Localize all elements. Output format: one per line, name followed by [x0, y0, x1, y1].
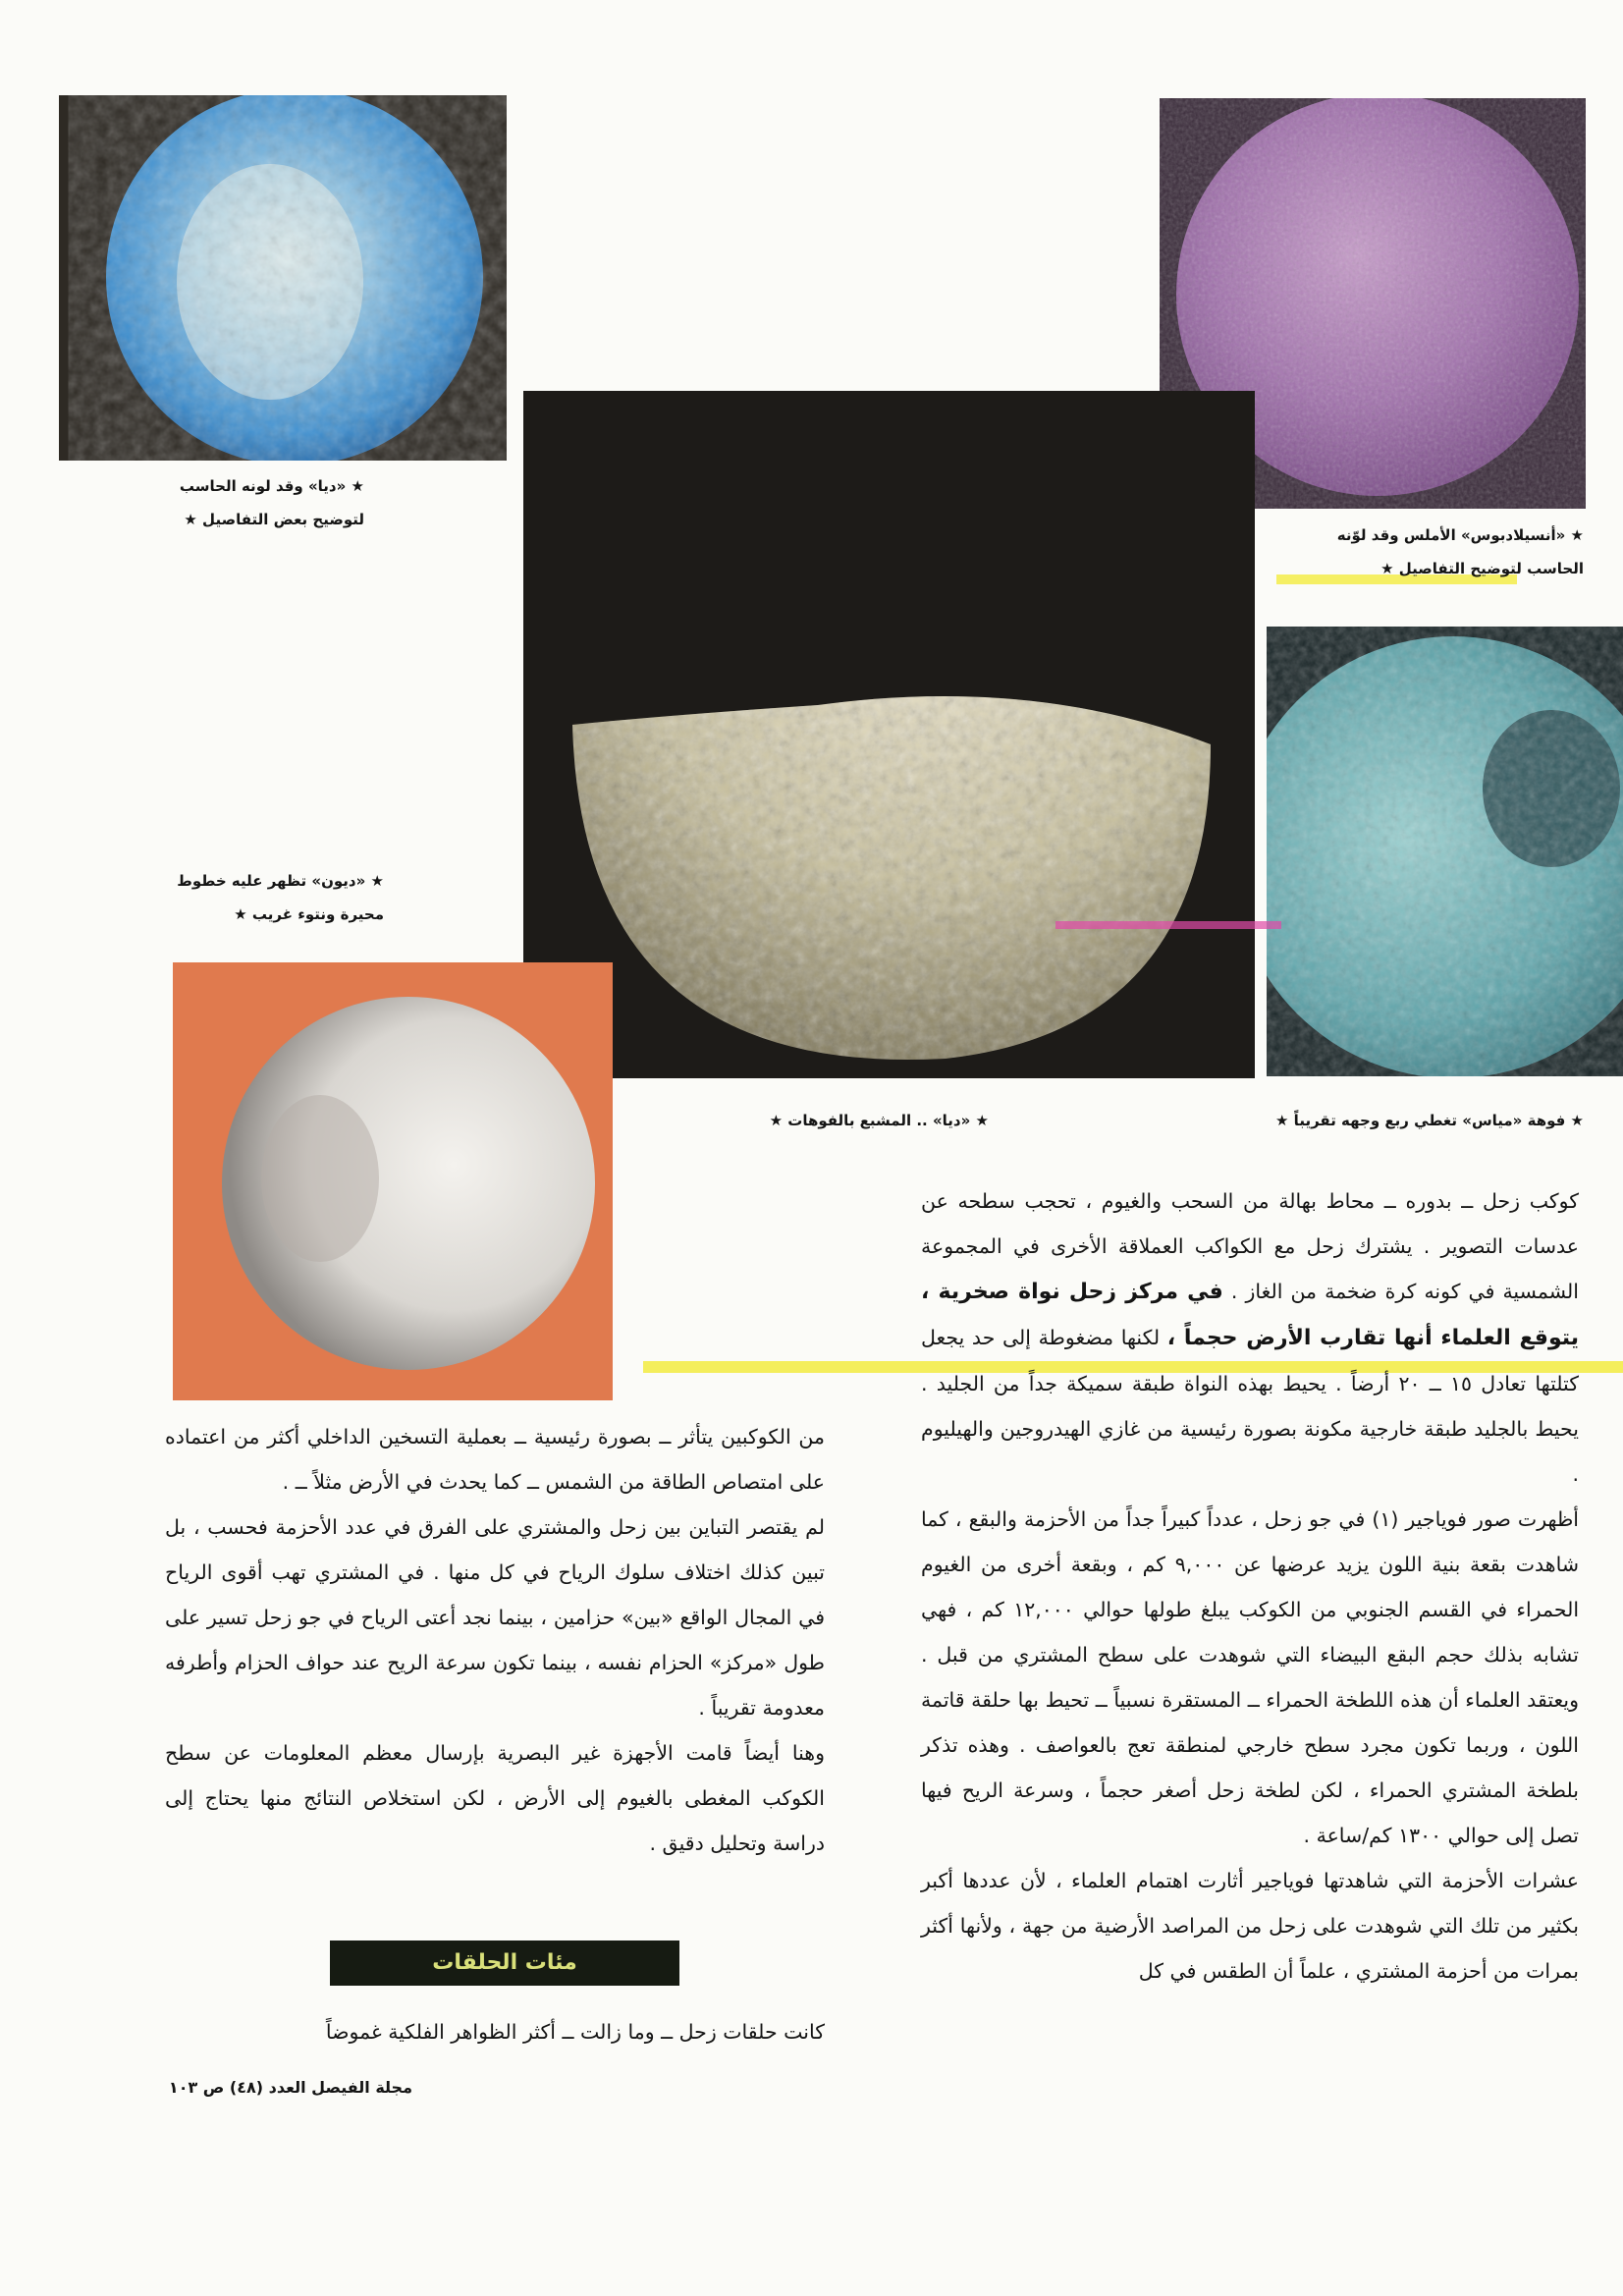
- photo-dione-blue: [59, 95, 507, 461]
- paragraph: عشرات الأحزمة التي شاهدتها فوياجير أثارت اهتمام العلماء ، لأن عددها أكبر بكثير من تلك التي شوهدت على زحل من المراصد الأرضية من جهة ، ولأنها أكثر بمرات من أحزمة المشتري ، علماً أن الطقس في كل: [921, 1869, 1579, 1983]
- caption-dione-blue: [180, 469, 364, 536]
- caption-line: ★ «ديون» تظهر عليه خطوط: [177, 872, 384, 890]
- caption-enceladus: [1337, 519, 1584, 585]
- highlight-text: في مركز زحل نواة صخرية ، يتوقع العلماء أنها تقارب الأرض حجماً ،: [921, 1280, 1579, 1350]
- paragraph-text: كوكب زحل ــ بدوره ــ محاط بهالة من السحب والغيوم ، تحجب سطحه عن عدسات التصوير . يشترك زحل مع الكواكب العملاقة الأخرى في المجموعة الشمسية في كونه كرة ضخمة من الغاز .: [921, 1189, 1579, 1303]
- article-left-column-end: [165, 2009, 825, 2054]
- page-footer: مجلة الفيصل العدد (٤٨) ص ١٠٣: [168, 2078, 412, 2097]
- article-right-column: [921, 1178, 1579, 1994]
- paragraph: كانت حلقات زحل ــ وما زالت ــ أكثر الظواهر الفلكية غموضاً: [325, 2020, 825, 2044]
- photo-tethys: [523, 391, 1255, 1078]
- caption-line: الحاسب لتوضيح التفاصيل ★: [1380, 560, 1584, 577]
- paragraph: من الكوكبين يتأثر ــ بصورة رئيسية ــ بعملية التسخين الداخلي أكثر من اعتماده على امتصاص الطاقة من الشمس ــ كما يحدث في الأرض مثلاً ــ .: [165, 1425, 825, 1494]
- photo-dione-orange: [173, 962, 613, 1400]
- paragraph: وهنا أيضاً قامت الأجهزة غير البصرية بإرسال معظم المعلومات عن سطح الكوكب المغطى بالغيوم إلى الأرض ، لكن استخلاص النتائج منها يحتاج إلى دراسة وتحليل دقيق .: [165, 1741, 825, 1855]
- paragraph-text: لكنها مضغوطة إلى حد يجعل كتلتها تعادل ١٥ ــ ٢٠ أرضاً . يحيط بهذه النواة طبقة سميكة جداً من الجليد . يحيط بالجليد طبقة خارجية مكونة بصورة رئيسية من غازي الهيدروجين والهيليوم .: [921, 1326, 1579, 1486]
- scan-streak: [1055, 921, 1281, 929]
- section-heading: مئات الحلقات: [330, 1941, 679, 1986]
- paragraph: [921, 1178, 1579, 1497]
- caption-mimas: ★ فوهة «مياس» تغطي ربع وجهه تقريباً ★: [1275, 1112, 1584, 1129]
- caption-line: ★ «ديا» وقد لونه الحاسب: [179, 477, 364, 495]
- photo-mimas: [1267, 627, 1623, 1076]
- caption-dione-lines: [177, 864, 384, 931]
- caption-line: لتوضيح بعض التفاصيل ★: [184, 511, 364, 528]
- caption-line: ★ «أنسيلادبوس» الأملس وقد لوّنه: [1336, 526, 1584, 544]
- article-left-column: [165, 1414, 825, 1866]
- paragraph: أظهرت صور فوياجير (١) في جو زحل ، عدداً كبيراً جداً من الأحزمة والبقع ، كما شاهدت بقعة بنية اللون يزيد عرضها عن ٩,٠٠٠ كم ، وبقعة أخرى من الغيوم الحمراء في القسم الجنوبي من الكوكب يبلغ طولها حوالي ١٢,٠٠٠ كم ، فهي تشابه بذلك حجم البقع البيضاء التي شوهدت على سطح المشتري من قبل . ويعتقد العلماء أن هذه اللطخة الحمراء ــ المستقرة نسبياً ــ تحيط بها حلقة قاتمة اللون ، وربما تكون مجرد سطح خارجي لمنطقة تعج بالعواصف . وهذه تذكر بلطخة المشتري الحمراء ، لكن لطخة زحل أصغر حجماً ، وسرعة الريح فيها تصل إلى حوالي ١٣٠٠ كم/ساعة .: [921, 1507, 1580, 1847]
- caption-tethys: ★ «ديا» .. المشبع بالفوهات ★: [769, 1112, 989, 1129]
- paragraph: لم يقتصر التباين بين زحل والمشتري على الفرق في عدد الأحزمة فحسب ، بل تبين كذلك اختلاف سلوك الرياح في كل منها . في المشتري تهب أقوى الرياح في المجال الواقع «بين» حزامين ، بينما نجد أعتى الرياح في جو زحل تسير على طول «مركز» الحزام نفسه ، بينما تكون سرعة الريح عند حواف الحزام وأطرفه معدومة تقريباً .: [165, 1515, 825, 1720]
- caption-line: محيرة ونتوء غريب ★: [234, 905, 384, 923]
